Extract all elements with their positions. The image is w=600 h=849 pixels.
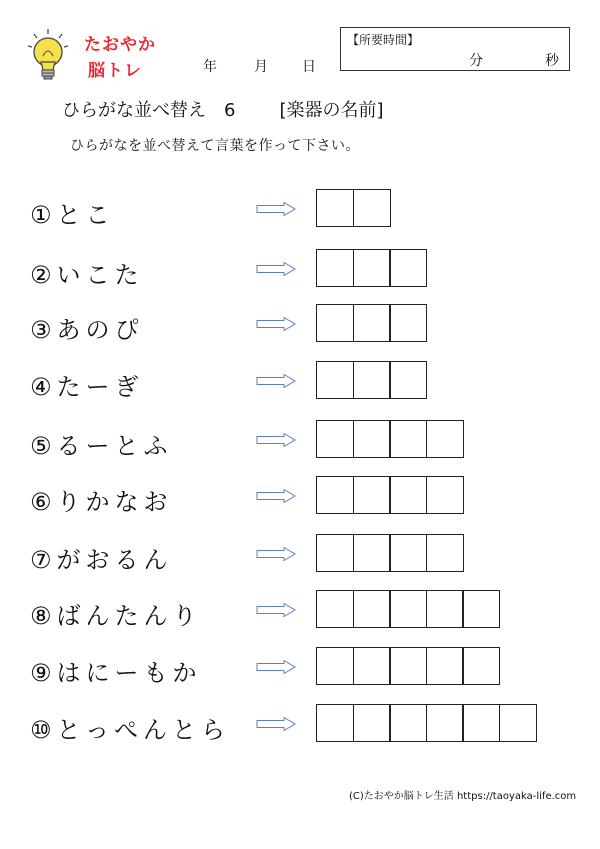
answer-box[interactable] <box>316 647 354 685</box>
question-row <box>30 249 590 289</box>
date-year-label: 年 <box>203 59 217 75</box>
question-row <box>30 420 590 460</box>
arrow-right-icon <box>256 717 296 731</box>
answer-boxes <box>316 304 427 342</box>
answer-boxes <box>316 647 500 685</box>
question-row <box>30 590 590 630</box>
answer-box[interactable] <box>389 361 427 399</box>
time-box <box>340 27 570 71</box>
question-row <box>30 476 590 516</box>
date-day-label: 日 <box>302 59 316 75</box>
answer-box[interactable] <box>353 590 391 628</box>
answer-boxes <box>316 704 537 742</box>
answer-box[interactable] <box>316 420 354 458</box>
answer-box[interactable] <box>426 704 464 742</box>
answer-box[interactable] <box>426 420 464 458</box>
logo-text-line1: たおやか <box>84 35 156 55</box>
answer-box[interactable] <box>389 647 427 685</box>
time-box-label: 【所要時間】 <box>347 33 420 47</box>
question-row <box>30 361 590 401</box>
arrow-right-icon <box>256 202 296 216</box>
question-row <box>30 534 590 574</box>
answer-boxes <box>316 420 464 458</box>
copyright-footer: (C)たおやか脳トレ生活 https://taoyaka-life.com <box>349 791 577 802</box>
question-label: ①とこ <box>30 201 115 229</box>
answer-box[interactable] <box>389 704 427 742</box>
arrow-right-icon <box>256 660 296 674</box>
question-label: ②いこた <box>30 261 144 289</box>
answer-box[interactable] <box>426 534 464 572</box>
title-main: ひらがな並べ替え <box>62 100 206 121</box>
instruction-text: ひらがなを並べ替えて言葉を作って下さい。 <box>70 138 360 154</box>
question-row <box>30 189 590 229</box>
title-number: 6 <box>224 100 236 121</box>
question-label: ④たーぎ <box>30 373 144 401</box>
date-month-label: 月 <box>254 59 268 75</box>
answer-box[interactable] <box>426 590 464 628</box>
page-title <box>62 96 384 122</box>
answer-box[interactable] <box>353 704 391 742</box>
answer-boxes <box>316 534 464 572</box>
answer-box[interactable] <box>316 304 354 342</box>
answer-box[interactable] <box>316 704 354 742</box>
answer-box[interactable] <box>426 647 464 685</box>
question-row <box>30 304 590 344</box>
answer-box[interactable] <box>316 189 354 227</box>
answer-box[interactable] <box>353 534 391 572</box>
question-label: ⑥りかなお <box>30 488 173 516</box>
arrow-right-icon <box>256 489 296 503</box>
question-label: ⑤るーとふ <box>30 432 173 460</box>
logo <box>26 26 166 86</box>
question-label: ⑦がおるん <box>30 546 173 574</box>
answer-box[interactable] <box>462 590 500 628</box>
arrow-right-icon <box>256 433 296 447</box>
answer-box[interactable] <box>389 476 427 514</box>
answer-box[interactable] <box>316 590 354 628</box>
answer-box[interactable] <box>462 647 500 685</box>
answer-boxes <box>316 249 427 287</box>
title-category: [楽器の名前] <box>279 100 384 121</box>
answer-box[interactable] <box>389 249 427 287</box>
question-row <box>30 647 590 687</box>
answer-box[interactable] <box>353 420 391 458</box>
question-row <box>30 704 590 744</box>
time-minutes-label: 分 <box>469 53 483 69</box>
answer-box[interactable] <box>389 304 427 342</box>
time-seconds-label: 秒 <box>545 53 559 69</box>
answer-box[interactable] <box>426 476 464 514</box>
arrow-right-icon <box>256 374 296 388</box>
arrow-right-icon <box>256 603 296 617</box>
question-label: ⑩とっぺんとら <box>30 716 231 744</box>
answer-box[interactable] <box>462 704 500 742</box>
answer-box[interactable] <box>499 704 537 742</box>
answer-box[interactable] <box>353 647 391 685</box>
answer-boxes <box>316 189 391 227</box>
answer-box[interactable] <box>316 534 354 572</box>
answer-boxes <box>316 361 427 399</box>
answer-boxes <box>316 590 500 628</box>
arrow-right-icon <box>256 317 296 331</box>
answer-boxes <box>316 476 464 514</box>
answer-box[interactable] <box>389 590 427 628</box>
question-label: ⑧ばんたんり <box>30 602 202 630</box>
answer-box[interactable] <box>353 249 391 287</box>
answer-box[interactable] <box>316 361 354 399</box>
answer-box[interactable] <box>353 304 391 342</box>
answer-box[interactable] <box>353 189 391 227</box>
answer-box[interactable] <box>316 249 354 287</box>
question-label: ③あのぴ <box>30 316 144 344</box>
arrow-right-icon <box>256 547 296 561</box>
question-label: ⑨はにーもか <box>30 659 202 687</box>
answer-box[interactable] <box>389 420 427 458</box>
answer-box[interactable] <box>389 534 427 572</box>
answer-box[interactable] <box>316 476 354 514</box>
arrow-right-icon <box>256 262 296 276</box>
logo-text-line2: 脳トレ <box>88 61 142 81</box>
answer-box[interactable] <box>353 361 391 399</box>
lightbulb-icon <box>26 26 82 86</box>
answer-box[interactable] <box>353 476 391 514</box>
